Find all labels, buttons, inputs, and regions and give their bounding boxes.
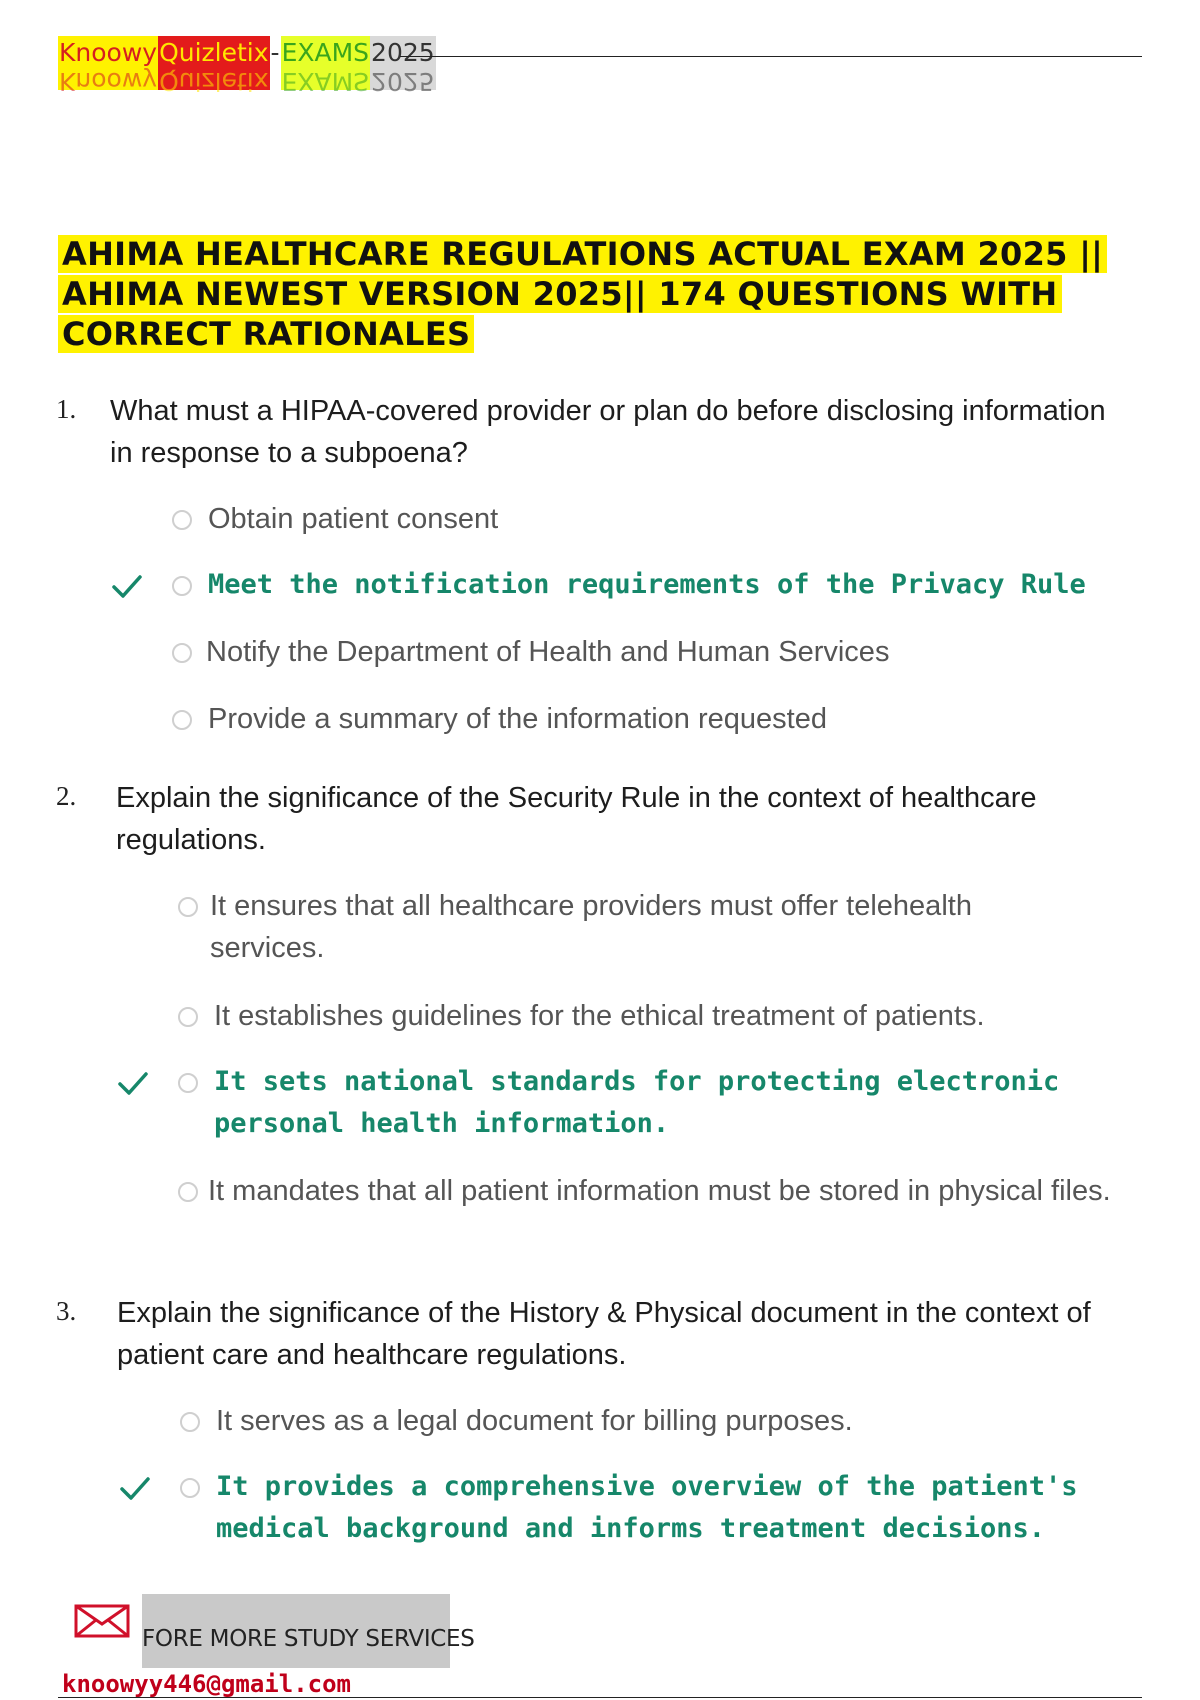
option-text: It establishes guidelines for the ethical treatment of patients.	[214, 1000, 985, 1032]
option-text: It serves as a legal document for billing purposes.	[216, 1405, 853, 1437]
study-services-label: FORE MORE STUDY SERVICES	[142, 1626, 475, 1652]
question-text: Explain the significance of the History & Physical document in the context of patient care and healthcare regulations.	[117, 1297, 1091, 1371]
footer-divider	[58, 1697, 1142, 1698]
brand-year: 2025 2025	[371, 38, 435, 96]
option-text: It ensures that all healthcare providers must offer telehealth services.	[210, 890, 972, 964]
radio-icon[interactable]	[180, 1478, 200, 1498]
question-number: 1.	[56, 394, 77, 424]
radio-icon[interactable]	[172, 510, 192, 530]
brand-knoowy: Knoowy Knoowy	[59, 38, 158, 96]
brand-exams-reflection: EXAMS	[281, 67, 370, 96]
checkmark-icon	[118, 1071, 148, 1097]
radio-icon[interactable]	[172, 643, 192, 663]
radio-icon[interactable]	[178, 1073, 198, 1093]
radio-icon[interactable]	[178, 1182, 198, 1202]
header-divider	[400, 56, 1142, 57]
option-text: Meet the notification requirements of the Privacy Rule	[208, 569, 1086, 600]
radio-icon[interactable]	[172, 710, 192, 730]
brand-year-reflection: 2025	[371, 67, 435, 96]
mail-icon	[74, 1604, 130, 1638]
radio-icon[interactable]	[180, 1412, 200, 1432]
question-number: 3.	[56, 1296, 77, 1326]
brand-logo	[58, 36, 436, 96]
option-text: Provide a summary of the information requested	[208, 703, 827, 735]
brand-exams: EXAMS EXAMS	[281, 38, 370, 96]
brand-quizletix: Quizletix Quizletix	[159, 38, 269, 96]
option-text: It provides a comprehensive overview of the patient's medical background and informs treatment decisions.	[216, 1471, 1078, 1544]
radio-icon[interactable]	[178, 897, 198, 917]
option-text: Notify the Department of Health and Human Services	[206, 636, 890, 668]
brand-dash: -	[270, 38, 280, 67]
checkmark-icon	[112, 574, 142, 600]
radio-icon[interactable]	[172, 576, 192, 596]
brand-knoowy-reflection: Knoowy	[59, 67, 158, 96]
option-text: It sets national standards for protecting electronic personal health information.	[214, 1066, 1060, 1139]
question-number: 2.	[56, 781, 77, 811]
checkmark-icon	[120, 1476, 150, 1502]
question-text: What must a HIPAA-covered provider or plan do before disclosing information in response to a subpoena?	[110, 395, 1106, 469]
option-text: It mandates that all patient information must be stored in physical files.	[208, 1175, 1111, 1207]
brand-quizletix-reflection: Quizletix	[159, 67, 269, 96]
radio-icon[interactable]	[178, 1007, 198, 1027]
contact-email[interactable]: knoowyy446@gmail.com	[62, 1670, 351, 1698]
page-title: AHIMA HEALTHCARE REGULATIONS ACTUAL EXAM 2025 || AHIMA NEWEST VERSION 2025|| 174 QUESTIONS WITH CORRECT RATIONALES	[58, 234, 1138, 354]
question-text: Explain the significance of the Security Rule in the context of healthcare regulations.	[116, 782, 1037, 856]
option-text: Obtain patient consent	[208, 503, 499, 535]
